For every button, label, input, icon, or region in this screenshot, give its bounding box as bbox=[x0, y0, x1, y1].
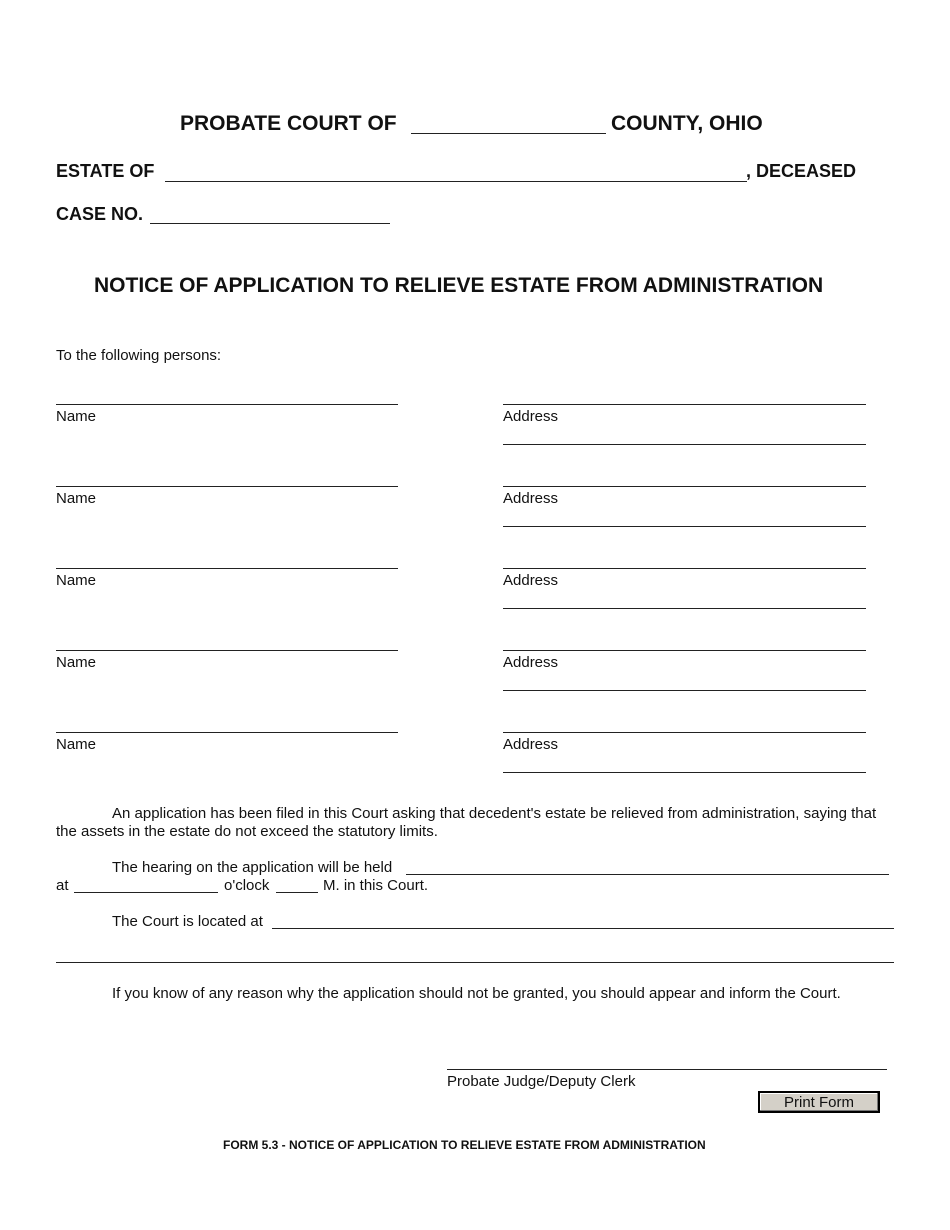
person-address-field-line2[interactable] bbox=[503, 444, 866, 445]
person-address-label: Address bbox=[503, 736, 559, 753]
signature-line[interactable] bbox=[447, 1069, 887, 1070]
meridiem-field[interactable] bbox=[276, 892, 318, 893]
person-address-field[interactable] bbox=[503, 650, 866, 651]
person-name-field[interactable] bbox=[56, 650, 398, 651]
person-address-field-line2[interactable] bbox=[503, 690, 866, 691]
court-suffix: COUNTY, OHIO bbox=[611, 112, 763, 135]
county-field[interactable] bbox=[411, 133, 606, 134]
person-name-label: Name bbox=[56, 408, 97, 425]
person-address-field-line2[interactable] bbox=[503, 772, 866, 773]
person-address-field[interactable] bbox=[503, 404, 866, 405]
person-name-field[interactable] bbox=[56, 568, 398, 569]
person-name-field[interactable] bbox=[56, 732, 398, 733]
oclock-label: o'clock bbox=[224, 877, 270, 894]
hearing-time-field[interactable] bbox=[74, 892, 218, 893]
person-address-label: Address bbox=[503, 654, 559, 671]
print-form-button[interactable]: Print Form bbox=[758, 1091, 880, 1113]
estate-prefix: ESTATE OF bbox=[56, 161, 155, 181]
person-address-label: Address bbox=[503, 408, 559, 425]
case-number-field[interactable] bbox=[150, 223, 390, 224]
estate-suffix: , DECEASED bbox=[746, 161, 857, 181]
application-paragraph-line2: the assets in the estate do not exceed the statutory limits. bbox=[56, 823, 438, 840]
person-name-field[interactable] bbox=[56, 404, 398, 405]
person-name-label: Name bbox=[56, 572, 97, 589]
intro-text: To the following persons: bbox=[56, 347, 222, 364]
case-label: CASE NO. bbox=[56, 204, 144, 224]
court-location-field[interactable] bbox=[272, 928, 894, 929]
form-footer: FORM 5.3 - NOTICE OF APPLICATION TO RELIEVE ESTATE FROM ADMINISTRATION bbox=[223, 1138, 706, 1152]
person-address-label: Address bbox=[503, 490, 559, 507]
at-label: at bbox=[56, 877, 69, 894]
signature-label: Probate Judge/Deputy Clerk bbox=[447, 1073, 636, 1090]
hearing-prefix: The hearing on the application will be held bbox=[112, 859, 393, 876]
person-address-field[interactable] bbox=[503, 732, 866, 733]
person-name-label: Name bbox=[56, 490, 97, 507]
person-address-field-line2[interactable] bbox=[503, 608, 866, 609]
person-address-label: Address bbox=[503, 572, 559, 589]
court-prefix: PROBATE COURT OF bbox=[180, 112, 397, 135]
person-name-field[interactable] bbox=[56, 486, 398, 487]
person-name-label: Name bbox=[56, 654, 97, 671]
location-prefix: The Court is located at bbox=[112, 913, 263, 930]
court-location-field-line2[interactable] bbox=[56, 962, 894, 963]
page-title: NOTICE OF APPLICATION TO RELIEVE ESTATE FROM ADMINISTRATION bbox=[94, 274, 824, 297]
person-address-field-line2[interactable] bbox=[503, 526, 866, 527]
person-address-field[interactable] bbox=[503, 568, 866, 569]
closing-paragraph: If you know of any reason why the application should not be granted, you should appear and inform the Court. bbox=[112, 985, 841, 1002]
hearing-date-field[interactable] bbox=[406, 874, 889, 875]
person-address-field[interactable] bbox=[503, 486, 866, 487]
application-paragraph-line1: An application has been filed in this Court asking that decedent's estate be relieved from administration, saying that bbox=[112, 805, 877, 822]
estate-name-field[interactable] bbox=[165, 181, 747, 182]
person-name-label: Name bbox=[56, 736, 97, 753]
meridiem-label: M. in this Court. bbox=[323, 877, 429, 894]
